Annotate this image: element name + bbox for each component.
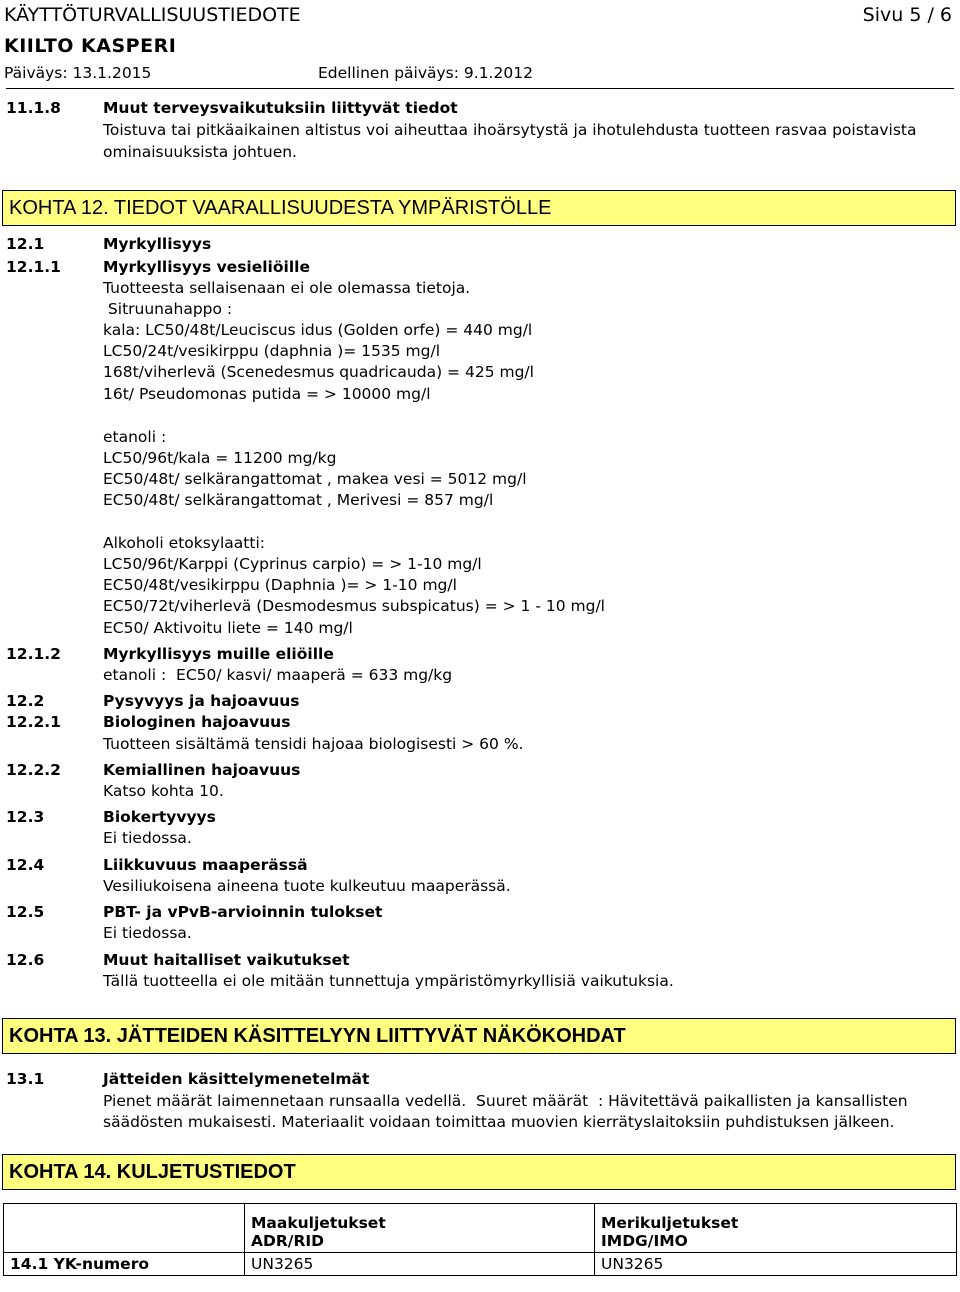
body-text: kala: LC50/48t/Leuciscus idus (Golden orfe) = 440 mg/l	[103, 321, 533, 339]
body-text: Tuotteen sisältämä tensidi hajoaa biologisesti > 60 %.	[103, 735, 524, 753]
section-banner-14	[2, 1154, 956, 1190]
body-text: EC50/48t/ selkärangattomat , Merivesi = 857 mg/l	[103, 491, 494, 509]
section-number: 12.1.1	[6, 258, 61, 276]
body-text: LC50/96t/kala = 11200 mg/kg	[103, 449, 337, 467]
body-text: Vesiliukoisena aineena tuote kulkeutuu maaperässä.	[103, 877, 511, 895]
previous-date: Edellinen päiväys: 9.1.2012	[318, 64, 533, 82]
table-cell-empty	[4, 1204, 245, 1253]
table-cell-imdg: UN3265	[595, 1253, 957, 1276]
section-title: Biokertyvyys	[103, 808, 216, 826]
body-text: Ei tiedossa.	[103, 829, 192, 847]
section-number: 12.2.1	[6, 713, 61, 731]
table-header-text: Maakuljetukset	[251, 1214, 386, 1232]
document-title: KÄYTTÖTURVALLISUUSTIEDOTE	[4, 4, 301, 26]
transport-table	[3, 1203, 957, 1276]
table-row-label: 14.1 YK-numero	[4, 1253, 245, 1276]
section-title: Pysyvyys ja hajoavuus	[103, 692, 300, 710]
section-banner-13	[2, 1018, 956, 1054]
body-text: EC50/ Aktivoitu liete = 140 mg/l	[103, 619, 353, 637]
table-cell-adr: UN3265	[245, 1253, 595, 1276]
table-header-row	[4, 1204, 957, 1253]
body-text: LC50/24t/vesikirppu (daphnia )= 1535 mg/l	[103, 342, 441, 360]
section-title: Liikkuvuus maaperässä	[103, 856, 308, 874]
section-banner-title: KOHTA 14. KULJETUSTIEDOT	[9, 1161, 296, 1183]
section-number: 12.4	[6, 856, 45, 874]
body-text: LC50/96t/Karppi (Cyprinus carpio) = > 1-10 mg/l	[103, 555, 482, 573]
section-title: Myrkyllisyys muille eliöille	[103, 645, 334, 663]
section-number: 12.1.2	[6, 645, 61, 663]
table-header-text: IMDG/IMO	[601, 1232, 688, 1250]
document-date: Päiväys: 13.1.2015	[4, 64, 152, 82]
section-banner-12	[2, 190, 956, 226]
section-title: Kemiallinen hajoavuus	[103, 761, 301, 779]
section-title: Muut haitalliset vaikutukset	[103, 951, 350, 969]
page-indicator: Sivu 5 / 6	[862, 4, 952, 26]
section-number: 12.2	[6, 692, 45, 710]
company-name: KIILTO KASPERI	[4, 35, 177, 57]
table-row	[4, 1253, 957, 1276]
section-number: 12.2.2	[6, 761, 61, 779]
section-banner-title: KOHTA 13. JÄTTEIDEN KÄSITTELYYN LIITTYVÄT NÄKÖKOHDAT	[9, 1025, 626, 1047]
section-number: 12.3	[6, 808, 45, 826]
body-text: Pienet määrät laimennetaan runsaalla vedellä. Suuret määrät : Hävitettävä paikallisten ja kansallisten	[103, 1092, 908, 1110]
section-number: 13.1	[6, 1070, 45, 1088]
body-text: Toistuva tai pitkäaikainen altistus voi aiheuttaa ihoärsytystä ja ihotulehdusta tuotteen rasvaa poistavista	[103, 121, 917, 139]
body-text: 168t/viherlevä (Scenedesmus quadricauda) = 425 mg/l	[103, 363, 534, 381]
body-text: EC50/48t/ selkärangattomat , makea vesi = 5012 mg/l	[103, 470, 527, 488]
body-text: Tuotteesta sellaisenaan ei ole olemassa tietoja.	[103, 279, 471, 297]
body-text: EC50/48t/vesikirppu (Daphnia )= > 1-10 mg/l	[103, 576, 457, 594]
section-banner-title: KOHTA 12. TIEDOT VAARALLISUUDESTA YMPÄRISTÖLLE	[9, 197, 552, 219]
table-header-imdg	[595, 1204, 957, 1253]
table-header-adr	[245, 1204, 595, 1253]
body-text: Alkoholi etoksylaatti:	[103, 534, 265, 552]
body-text: Tällä tuotteella ei ole mitään tunnettuja ympäristömyrkyllisiä vaikutuksia.	[103, 972, 674, 990]
section-title: Myrkyllisyys vesieliöille	[103, 258, 310, 276]
body-text: Sitruunahappo :	[103, 300, 233, 318]
section-title: Myrkyllisyys	[103, 235, 212, 253]
section-number: 12.6	[6, 951, 45, 969]
body-text: etanoli : EC50/ kasvi/ maaperä = 633 mg/kg	[103, 666, 453, 684]
body-text: ominaisuuksista johtuen.	[103, 143, 297, 161]
header-divider	[6, 88, 954, 89]
section-title: PBT- ja vPvB-arvioinnin tulokset	[103, 903, 383, 921]
section-title: Jätteiden käsittelymenetelmät	[103, 1070, 370, 1088]
section-title: Muut terveysvaikutuksiin liittyvät tiedot	[103, 99, 458, 117]
table-header-text: Merikuljetukset	[601, 1214, 739, 1232]
section-number: 12.1	[6, 235, 45, 253]
section-number: 12.5	[6, 903, 45, 921]
body-text: Katso kohta 10.	[103, 782, 224, 800]
body-text: säädösten mukaisesti. Materiaalit voidaan toimittaa muovien kierrätyslaitoksiin puhdistuksen jälkeen.	[103, 1113, 895, 1131]
section-number: 11.1.8	[6, 99, 61, 117]
body-text: etanoli :	[103, 428, 167, 446]
table-header-text: ADR/RID	[251, 1232, 325, 1250]
body-text: Ei tiedossa.	[103, 924, 192, 942]
body-text: 16t/ Pseudomonas putida = > 10000 mg/l	[103, 385, 431, 403]
section-title: Biologinen hajoavuus	[103, 713, 291, 731]
body-text: EC50/72t/viherlevä (Desmodesmus subspicatus) = > 1 - 10 mg/l	[103, 597, 605, 615]
